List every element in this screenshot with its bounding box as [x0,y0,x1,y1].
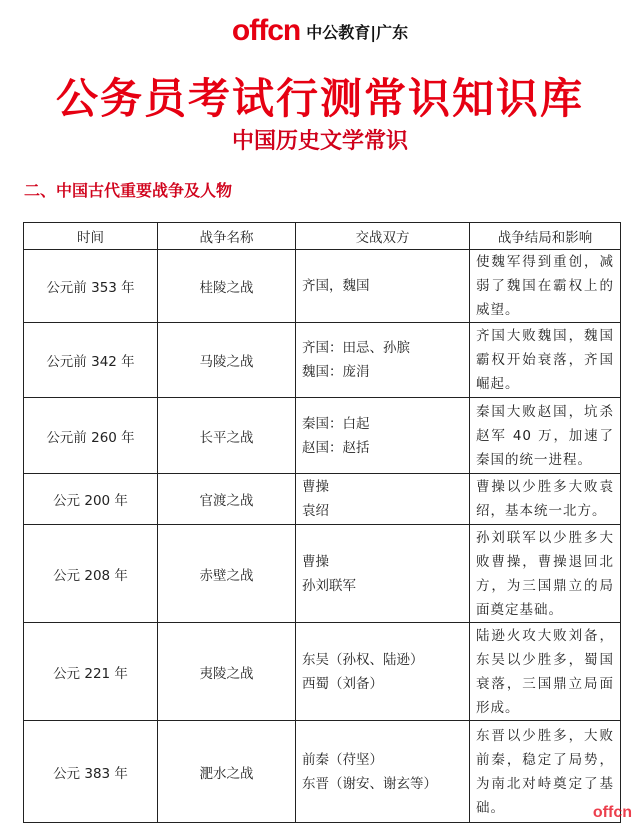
offcn-watermark: offcn [592,804,632,821]
table-row [24,525,621,623]
cell-war-name: 夷陵之战 [158,623,296,721]
wars-table [23,222,621,823]
side-line: 东晋（谢安、谢玄等） [302,775,437,792]
cell-sides [296,525,470,623]
side-line: 东吴（孙权、陆逊） [302,651,424,668]
cell-war-name: 桂陵之战 [158,250,296,323]
offcn-logo-mark: offcn [231,14,301,47]
cell-war-name: 官渡之战 [158,474,296,525]
side-line: 赵国：赵括 [302,439,370,456]
cell-sides [296,398,470,474]
cell-time: 公元 200 年 [24,474,158,525]
offcn-logo [0,14,640,48]
table-row [24,323,621,398]
header-war-name: 战争名称 [158,223,296,250]
offcn-logo-name: 中公教育|广东 [306,22,409,42]
side-line: 曹操 [302,479,329,495]
side-line: 曹操 [302,553,329,570]
cell-time: 公元 221 年 [24,623,158,721]
side-line: 西蜀（刘备） [302,675,383,692]
side-line: 齐国，魏国 [302,278,370,294]
cell-sides [296,474,470,525]
table-header-row [24,223,621,250]
cell-sides [296,323,470,398]
cell-time: 公元前 260 年 [24,398,158,474]
table-row [24,623,621,721]
cell-result: 东晋以少胜多，大败前秦，稳定了局势，为南北对峙奠定了基础。 [470,721,621,823]
cell-sides [296,250,470,323]
section-heading: 二、中国古代重要战争及人物 [24,181,233,200]
header-time: 时间 [24,223,158,250]
page-subtitle: 中国历史文学常识 [231,129,408,154]
header-result: 战争结局和影响 [470,223,621,250]
cell-result: 秦国大败赵国，坑杀赵军 40 万，加速了秦国的统一进程。 [470,398,621,474]
cell-result: 齐国大败魏国，魏国霸权开始衰落，齐国崛起。 [470,323,621,398]
cell-time: 公元前 342 年 [24,323,158,398]
cell-result: 使魏军得到重创，减弱了魏国在霸权上的威望。 [470,250,621,323]
side-line: 魏国：庞涓 [302,364,370,380]
cell-war-name: 淝水之战 [158,721,296,823]
table-row [24,250,621,323]
table-row [24,474,621,525]
cell-war-name: 长平之战 [158,398,296,474]
cell-sides [296,623,470,721]
cell-time: 公元前 353 年 [24,250,158,323]
header-sides: 交战双方 [296,223,470,250]
cell-result: 陆逊火攻大败刘备，东吴以少胜多，蜀国衰落，三国鼎立局面形成。 [470,623,621,721]
cell-time: 公元 383 年 [24,721,158,823]
side-line: 前秦（苻坚） [302,751,383,768]
side-line: 齐国：田忌、孙膑 [302,340,410,356]
side-line: 袁绍 [302,503,329,519]
cell-war-name: 马陵之战 [158,323,296,398]
page-title: 公务员考试行测常识知识库 [55,74,584,123]
table-row [24,721,621,823]
cell-result: 曹操以少胜多大败袁绍，基本统一北方。 [470,474,621,525]
side-line: 孙刘联军 [302,577,356,594]
cell-result: 孙刘联军以少胜多大败曹操，曹操退回北方，为三国鼎立的局面奠定基础。 [470,525,621,623]
cell-time: 公元 208 年 [24,525,158,623]
cell-sides [296,721,470,823]
side-line: 秦国：白起 [302,415,370,432]
cell-war-name: 赤壁之战 [158,525,296,623]
table-row [24,398,621,474]
